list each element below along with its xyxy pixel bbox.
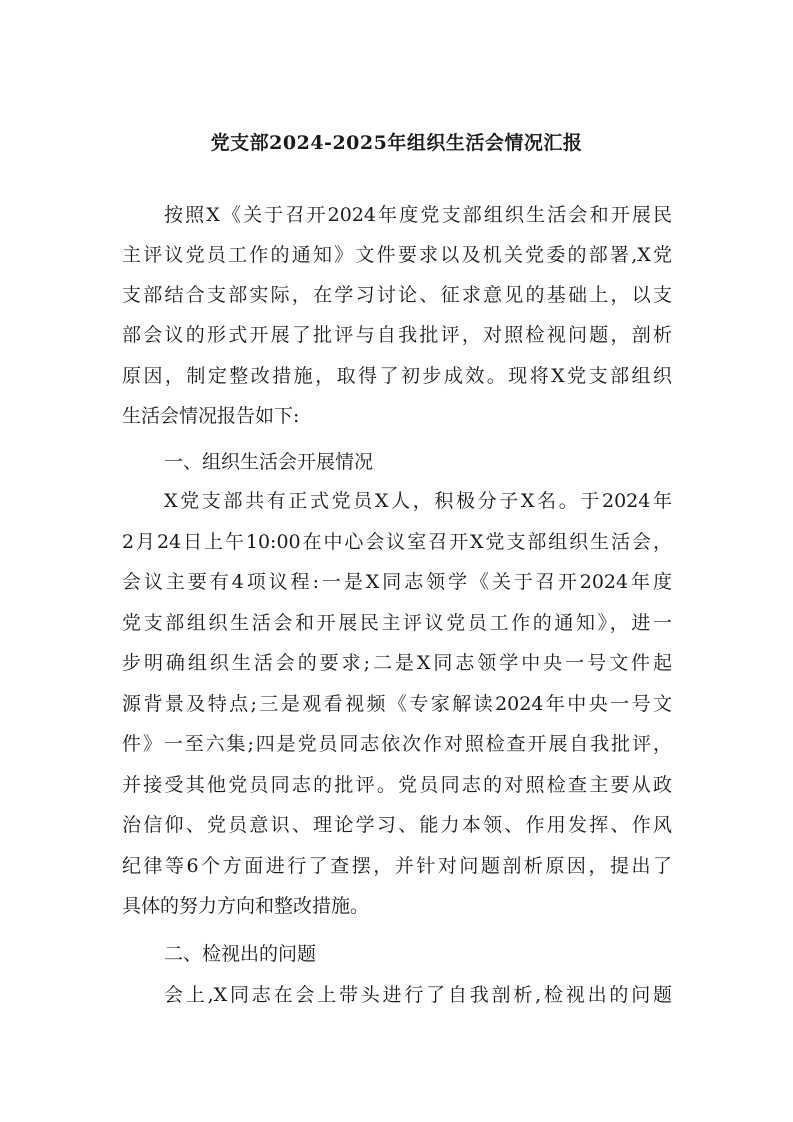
paragraph-2-line-6: 源背景及特点;三是观看视频《专家解读2024年中央一号文 [122,693,672,715]
paragraph-1-line-1: 按照X《关于召开2024年度党支部组织生活会和开展民 [164,204,672,226]
paragraph-2-line-5: 步明确组织生活会的要求;二是X同志领学中央一号文件起 [122,652,672,674]
paragraph-2-line-9: 治信仰、党员意识、理论学习、能力本领、作用发挥、作风 [122,814,672,836]
paragraph-2-line-8: 并接受其他党员同志的批评。党员同志的对照检查主要从政 [122,774,672,796]
paragraph-2-line-11: 具体的努力方向和整改措施。 [122,895,370,917]
section-heading-1: 一、组织生活会开展情况 [164,451,374,473]
paragraph-2-line-1: X党支部共有正式党员X人，积极分子X名。于2024年 [164,490,672,512]
section-heading-2: 二、检视出的问题 [164,943,317,965]
paragraph-1-line-5: 原因，制定整改措施，取得了初步成效。现将X党支部组织 [122,365,672,387]
paragraph-1-line-3: 支部结合支部实际，在学习讨论、征求意见的基础上，以支 [122,284,672,306]
paragraph-2-line-10: 纪律等6个方面进行了查摆，并针对问题剖析原因，提出了 [122,855,672,877]
paragraph-2-line-3: 会议主要有4项议程:一是X同志领学《关于召开2024年度 [122,571,672,593]
paragraph-2-line-2: 2月24日上午10:00在中心会议室召开X党支部组织生活会， [122,531,672,553]
paragraph-3-line-1: 会上,X同志在会上带头进行了自我剖析,检视出的问题 [164,984,672,1006]
paragraph-2-line-7: 件》一至六集;四是党员同志依次作对照检查开展自我批评， [122,733,672,755]
paragraph-1-line-6: 生活会情况报告如下: [122,405,300,427]
paragraph-1-line-4: 部会议的形式开展了批评与自我批评，对照检视问题，剖析 [122,324,672,346]
paragraph-1-line-2: 主评议党员工作的通知》文件要求以及机关党委的部署,X党 [122,244,672,266]
document-title: 党支部2024-2025年组织生活会情况汇报 [210,132,583,154]
paragraph-2-line-4: 党支部组织生活会和开展民主评议党员工作的通知》，进一 [122,612,672,634]
